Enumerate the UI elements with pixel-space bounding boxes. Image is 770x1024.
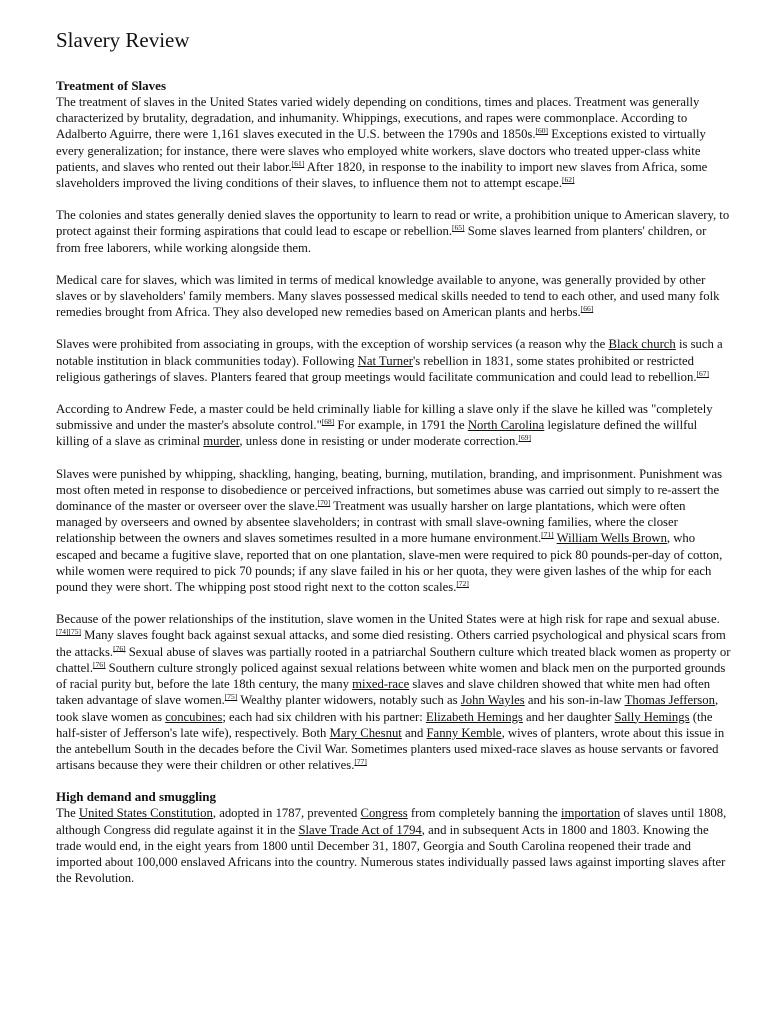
wiki-link[interactable]: Thomas Jefferson <box>624 693 715 708</box>
wiki-link[interactable]: Sally Hemings <box>614 709 690 724</box>
paragraph <box>56 94 732 191</box>
paragraph-text: After 1820, in response to the inability to import new slaves from Africa, some slaveholders improved the living conditions of their slaves, to influence them not to attempt escape. <box>56 159 708 191</box>
citation-ref[interactable]: [75] <box>224 692 238 702</box>
wiki-link[interactable]: mixed-race <box>352 677 410 692</box>
paragraph <box>56 272 732 321</box>
paragraph-text: The colonies and states generally denied slaves the opportunity to learn to read or write, a prohibition unique to American slavery, to protect against their forming aspirations that could lead to escape or rebellion. <box>56 208 730 239</box>
paragraph-text: slaves and slave children showed that white men had often taken advantage of slave women. <box>56 677 711 708</box>
paragraph <box>56 611 732 773</box>
paragraph-text: Treatment was usually harsher on large plantations, which were often managed by overseers and owned by absentee slaveholders; in contrast with small slave-owning families, where the closer relationship between the owners and slaves sometimes resulted in a more humane environment. <box>56 499 686 546</box>
wiki-link[interactable]: Slave Trade Act of 1794 <box>298 822 422 837</box>
paragraph-text: , adopted in 1787, prevented <box>212 806 361 821</box>
citation-ref[interactable]: [76] <box>113 643 126 653</box>
section-heading: Treatment of Slaves <box>56 78 166 93</box>
paragraph-text: 's rebellion in 1831, some states prohibited or restricted religious gatherings of slaves. Planters feared that group meetings would facilitate communication and could lead to rebellion. <box>56 353 697 384</box>
citation-ref[interactable]: [76] <box>93 659 106 669</box>
paragraph <box>56 336 732 385</box>
wiki-link[interactable]: concubines <box>165 709 223 724</box>
paragraph-text: from completely banning the <box>407 806 561 821</box>
paragraph-text: legislature defined the willful killing of a slave as criminal <box>56 418 698 449</box>
citation-ref[interactable]: [65] <box>452 223 465 233</box>
paragraph <box>56 401 732 450</box>
paragraph-text: For example, in 1791 the <box>334 418 468 433</box>
document-body <box>56 78 732 886</box>
page-title: Slavery Review <box>56 28 190 52</box>
paragraph-text: , unless done in resisting or under moderate correction. <box>239 434 519 449</box>
paragraph-text: and her daughter <box>522 709 615 724</box>
citation-ref[interactable]: [62] <box>561 174 575 184</box>
paragraph <box>56 466 732 596</box>
paragraph-text: Many slaves fought back against sexual attacks, and some died resisting. Others carried psychological and physical scars from the attacks. <box>56 628 726 659</box>
wiki-link[interactable]: Nat Turner <box>357 353 413 368</box>
paragraph-text: , wives of planters, wrote about this issue in the antebellum South in the decades before the Civil War. Sometimes planters used mixed-race slaves as house servants or favored artisans because they were their children or other relatives. <box>56 725 725 773</box>
wiki-link[interactable]: Elizabeth Hemings <box>425 709 523 724</box>
paragraph-text: Slaves were prohibited from associating in groups, with the exception of worship services (a reason why the <box>56 337 609 352</box>
wiki-link[interactable]: importation <box>561 806 621 821</box>
wiki-link[interactable]: murder <box>203 434 240 449</box>
citation-ref[interactable]: [70] <box>317 497 331 507</box>
wiki-link[interactable]: Congress <box>360 806 408 821</box>
citation-ref[interactable]: [60] <box>535 126 549 136</box>
paragraph-text: ; each had six children with his partner: <box>222 709 426 724</box>
paragraph-text: and his son-in-law <box>524 693 625 708</box>
citation-ref[interactable]: [66] <box>580 304 594 313</box>
citation-ref[interactable]: [68] <box>321 417 335 427</box>
document-section <box>56 78 732 773</box>
citation-ref[interactable]: [69] <box>518 433 531 443</box>
paragraph-text: , took slave women as <box>56 693 719 724</box>
citation-ref[interactable]: [67] <box>696 368 710 378</box>
paragraph-text: According to Andrew Fede, a master could be held criminally liable for killing a slave only if the slave he killed was "completely submissive and under the master's absolute control." <box>56 402 713 433</box>
section-heading: High demand and smuggling <box>56 789 217 805</box>
wiki-link[interactable]: William Wells Brown <box>556 531 667 546</box>
document-section <box>56 789 732 886</box>
wiki-link[interactable]: North Carolina <box>467 418 545 433</box>
citation-ref[interactable]: [77] <box>354 756 367 766</box>
paragraph-text: Sexual abuse of slaves was partially rooted in a patriarchal Southern culture which treated black women as property or chattel. <box>56 644 731 675</box>
paragraph-text: Southern culture strongly policed against sexual relations between white women and black men on the purported grounds of racial purity but, before the late 18th century, the many <box>56 660 726 692</box>
paragraph-text: Some slaves learned from planters' children, or from free laborers, while working alongside them. <box>56 224 707 255</box>
citation-ref[interactable]: [74][75] <box>56 627 81 637</box>
paragraph-text: Because of the power relationships of the institution, slave women in the United States were at high risk for rape and sexual abuse. <box>56 612 720 627</box>
citation-ref[interactable]: [72] <box>456 578 469 588</box>
paragraph-text: The treatment of slaves in the United States varied widely depending on conditions, times and places. Treatment was generally characterized by brutality, degradation, and inhumanity. Whippings, executions, and rapes were commonplace. According to Adalberto Aguirre, there were 1,161 slaves executed in the U.S. between the 1790s and 1850s. <box>56 95 700 142</box>
paragraph-text: of slaves until 1808, although Congress did regulate against it in the <box>56 806 727 837</box>
paragraph-text: (the half-sister of Jefferson's late wife), respectively. Both <box>56 709 713 740</box>
paragraph-text: is such a notable institution in black communities today). Following <box>56 337 723 368</box>
citation-ref[interactable]: [71] <box>541 530 554 540</box>
paragraph-text: Medical care for slaves, which was limited in terms of medical knowledge available to anyone, was generally provided by other slaves or by slaveholders' family members. Many slaves possessed medical skills needed to tend to each other, and used many folk remedies brought from Africa. They also developed new remedies based on American plants and herbs. <box>56 272 720 320</box>
wiki-link[interactable]: Black church <box>608 337 676 352</box>
paragraph <box>56 207 732 256</box>
wiki-link[interactable]: Mary Chesnut <box>329 725 402 740</box>
wiki-link[interactable]: United States Constitution <box>78 806 213 821</box>
wiki-link[interactable]: John Wayles <box>460 693 525 708</box>
paragraph-text: , and in subsequent Acts in 1800 and 1803. Knowing the trade would end, in the eight years from 1800 until December 31, 1807, Georgia and South Carolina reopened their trade and imported about 100,000 enslaved Africans into the country. Numerous states individually passed laws against importing slaves after the Revolution. <box>56 822 726 886</box>
wiki-link[interactable]: Fanny Kemble <box>426 725 502 740</box>
paragraph-text: Wealthy planter widowers, notably such as <box>237 693 461 708</box>
paragraph-text: Slaves were punished by whipping, shackling, hanging, beating, burning, mutilation, branding, and imprisonment. Punishment was most often meted in response to disobedience or perceived infractions, but sometimes abuse was carried out simply to re-assert the dominance of the master or overseer over the slave. <box>56 466 723 514</box>
paragraph-text: The <box>56 806 79 821</box>
paragraph-text: , who escaped and became a fugitive slave, reported that on one plantation, slave-men were required to pick 80 pounds-per-day of cotton, while women were required to pick 70 pounds; if any slave failed in his or her quota, they were given lashes of the whip for each pound they were short. The whipping post stood right next to the cotton scales. <box>56 531 723 595</box>
citation-ref[interactable]: [61] <box>291 158 305 168</box>
paragraph <box>56 805 732 886</box>
paragraph-text: and <box>401 725 427 740</box>
paragraph-text: Exceptions existed to virtually every generalization; for instance, there were slaves who employed white workers, slave doctors who treated upper-class white patients, and slaves who rented out their labor. <box>56 127 706 174</box>
